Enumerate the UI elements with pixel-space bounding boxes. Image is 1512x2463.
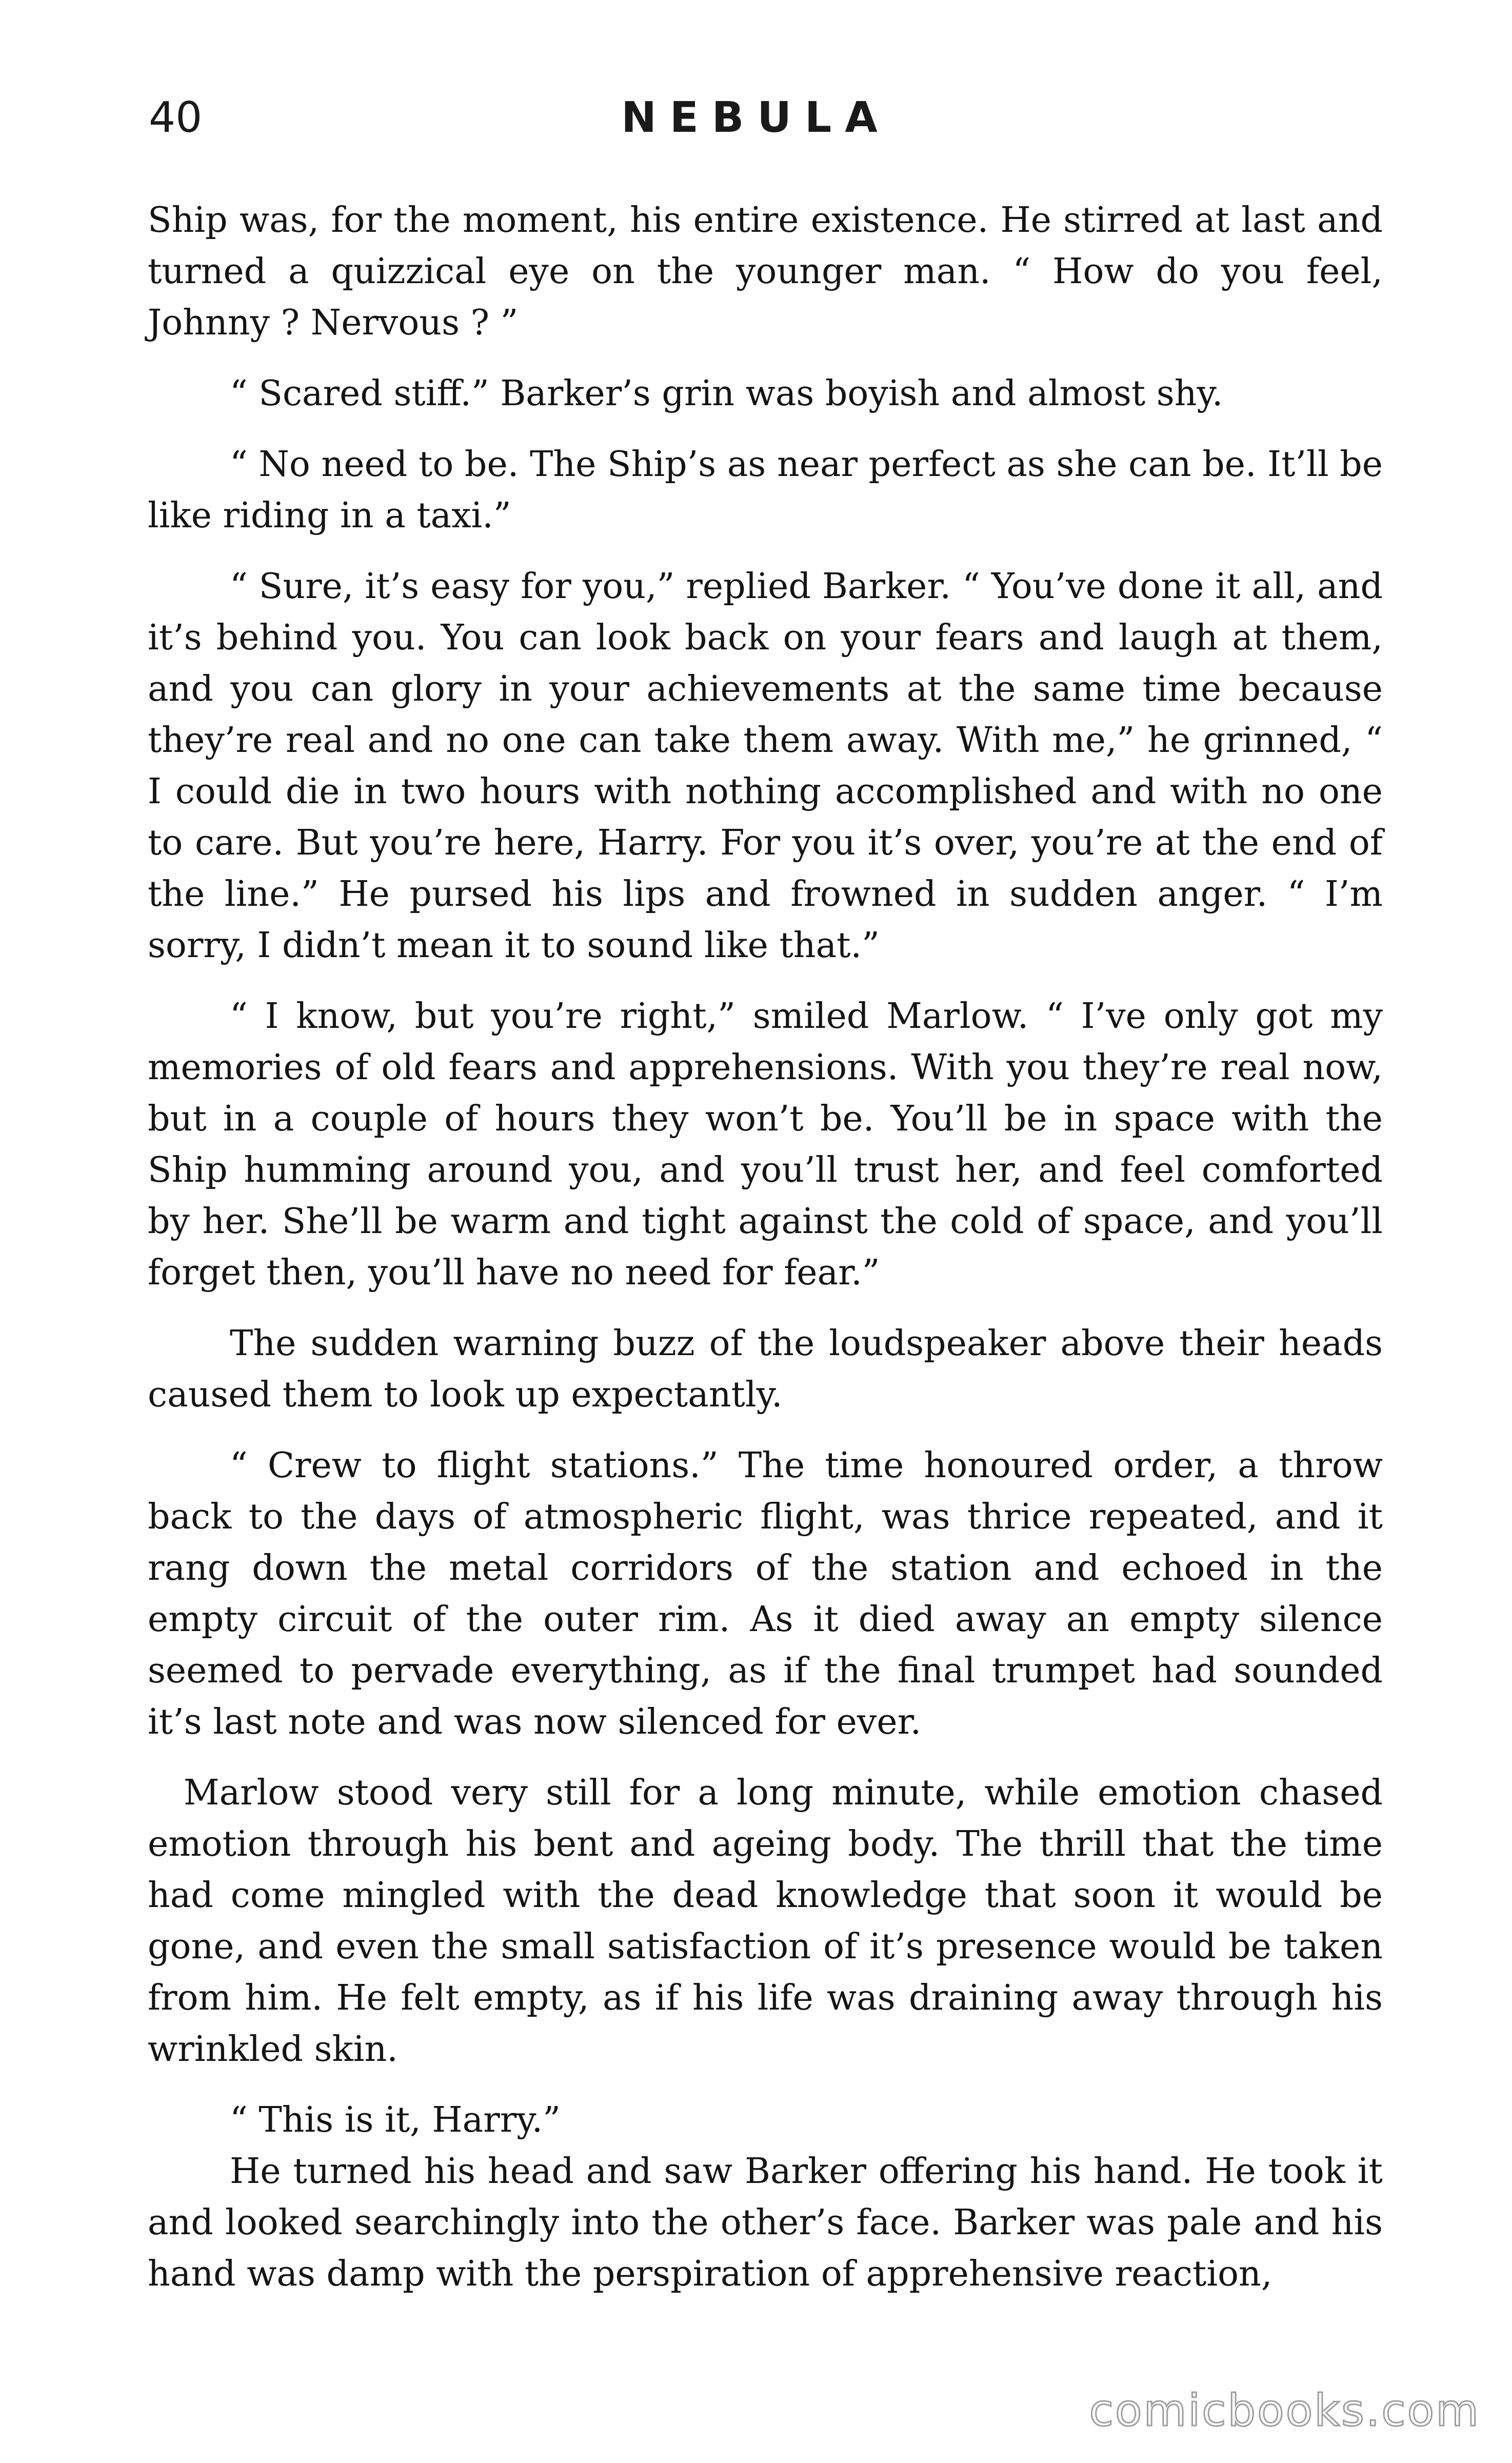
paragraph: The sudden warning buzz of the loudspeaker above their heads caused them to look up expectantly. xyxy=(148,1323,1383,1415)
paragraph: Ship was, for the moment, his entire existence. He stirred at last and turned a quizzical eye on the younger man. “ How do you feel, Johnny ? Nervous ? ” xyxy=(148,200,1383,343)
running-title: NEBULA xyxy=(621,93,891,142)
page-header xyxy=(0,90,1512,146)
paragraph: “ No need to be. The Ship’s as near perfect as she can be. It’ll be like riding in a taxi.” xyxy=(148,444,1383,536)
paragraph: He turned his head and saw Barker offering his hand. He took it and looked searchingly into the other’s face. Barker was pale and his hand was damp with the perspiration of apprehensive reaction, xyxy=(148,2151,1383,2294)
watermark: comicbooks.com xyxy=(1089,2385,1480,2436)
paragraph: “ Sure, it’s easy for you,” replied Barker. “ You’ve done it all, and it’s behind you. You can look back on your fears and laugh at them, and you can glory in your achievements at the same time because they’re real and no one can take them away. With me,” he grinned, “ I could die in two hours with nothing accomplished and with no one to care. But you’re here, Harry. For you it’s over, you’re at the end of the line.” He pursed his lips and frowned in sudden anger. “ I’m sorry, I didn’t mean it to sound like that.” xyxy=(148,566,1383,966)
paragraph: “ This is it, Harry.” xyxy=(230,2100,561,2140)
paragraph: “ Crew to flight stations.” The time honoured order, a throw back to the days of atmospheric flight, was thrice repeated, and it rang down the metal corridors of the station and echoed in the empty circuit of the outer rim. As it died away an empty silence seemed to pervade everything, as if the final trumpet had sounded it’s last note and was now silenced for ever. xyxy=(148,1445,1383,1742)
page-number: 40 xyxy=(149,93,203,142)
paragraph: “ Scared stiff.” Barker’s grin was boyish and almost shy. xyxy=(230,373,1223,414)
body-text xyxy=(148,195,1383,2300)
paragraph: Marlow stood very still for a long minute, while emotion chased emotion through his bent and ageing body. The thrill that the time had come mingled with the dead knowledge that soon it would be gone, and even the small satisfaction of it’s presence would be taken from him. He felt empty, as if his life was draining away through his wrinkled skin. xyxy=(148,1773,1383,2070)
paragraph: “ I know, but you’re right,” smiled Marlow. “ I’ve only got my memories of old fears and apprehensions. With you they’re real now, but in a couple of hours they won’t be. You’ll be in space with the Ship humming around you, and you’ll trust her, and feel comforted by her. She’ll be warm and tight against the cold of space, and you’ll forget then, you’ll have no need for fear.” xyxy=(148,996,1383,1293)
